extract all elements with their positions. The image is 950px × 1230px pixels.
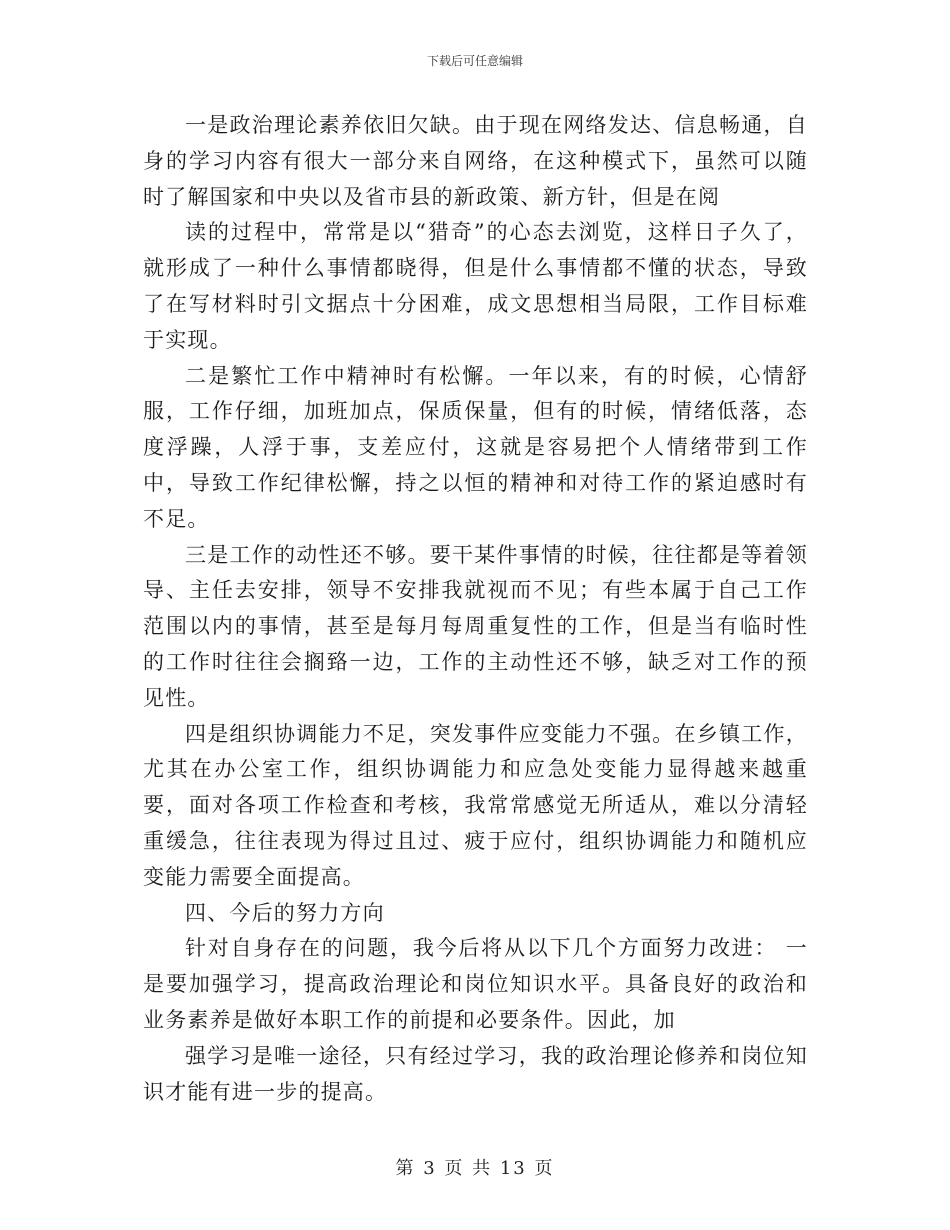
paragraph-4: 三是工作的动性还不够。要干某件事情的时候，往往都是等着领导、主任去安排，领导不安排我就视而不见；有些本属于自己工作范围以内的事情，甚至是每月每周重复性的工作，但是当有临时性的工作时往往会搁臵一边，工作的主动性还不够，缺乏对工作的预见性。 [143, 542, 808, 710]
paragraph-6: 针对自身存在的问题，我今后将从以下几个方面努力改进： 一是要加强学习，提高政治理论和岗位知识水平。具备良好的政治和业务素养是做好本职工作的前提和必要条件。因此，加 [143, 936, 808, 1032]
page-header-note: 下载后可任意编辑 [426, 54, 523, 68]
paragraph-5: 四是组织协调能力不足，突发事件应变能力不强。在乡镇工作，尤其在办公室工作，组织协调能力和应急处变能力显得越来越重要，面对各项工作检查和考核，我常常感觉无所适从，难以分清轻重缓急，往往表现为得过且过、疲于应付，组织协调能力和随机应变能力需要全面提高。 [143, 721, 808, 889]
paragraph-2: 读的过程中，常常是以“猎奇”的心态去浏览，这样日子久了，就形成了一种什么事情都晓得，但是什么事情都不懂的状态，导致了在写材料时引文据点十分困难，成文思想相当局限，工作目标难于实现。 [143, 220, 808, 352]
paragraph-1: 一是政治理论素养依旧欠缺。由于现在网络发达、信息畅通，自身的学习内容有很大一部分来自网络，在这种模式下，虽然可以随时了解国家和中央以及省市县的新政策、新方针，但是在阅 [143, 113, 808, 209]
section-heading: 四、今后的努力方向 [185, 900, 385, 925]
page-number: 第 3 页 共 13 页 [395, 1158, 555, 1179]
document-body [143, 108, 808, 1110]
paragraph-7: 强学习是唯一途径，只有经过学习，我的政治理论修养和岗位知识才能有进一步的提高。 [143, 1043, 808, 1104]
paragraph-3: 二是繁忙工作中精神时有松懈。一年以来，有的时候，心情舒服，工作仔细，加班加点，保质保量，但有的时候，情绪低落，态度浮躁，人浮于事，支差应付，这就是容易把个人情绪带到工作中，导致工作纪律松懈，持之以恒的精神和对待工作的紧迫感时有不足。 [143, 363, 808, 531]
